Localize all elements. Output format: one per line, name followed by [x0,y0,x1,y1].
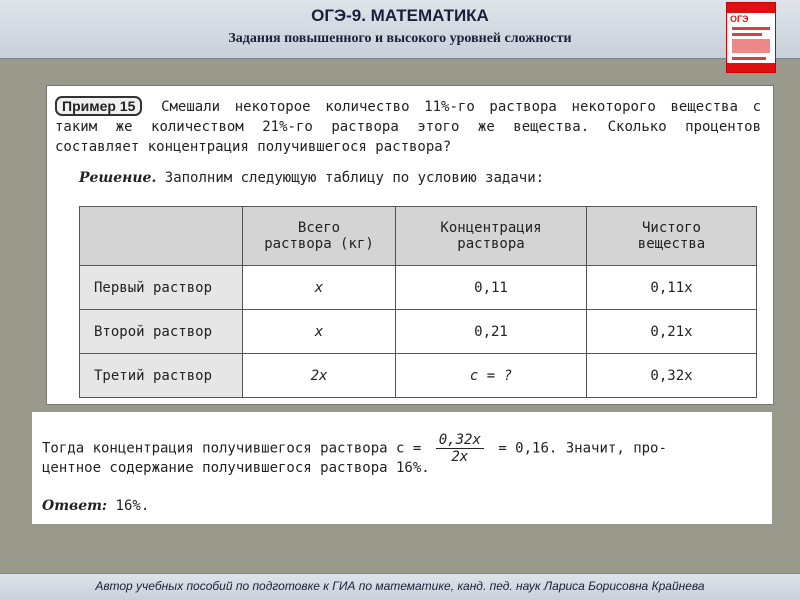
table-cell: 0,21 [396,310,587,354]
solution-line [79,170,544,186]
table-header-cell: Всего раствора (кг) [243,207,396,266]
table-cell: 0,11x [587,266,757,310]
table-header-cell: Чистого вещества [587,207,757,266]
page-title: ОГЭ-9. МАТЕМАТИКА [311,6,489,25]
table-header-cell: Концентрация раствора [396,207,587,266]
table-row [80,354,757,398]
table-header-row [80,207,757,266]
solution-text: Заполним следующую таблицу по условию задачи: [164,170,545,186]
fraction-denominator: 2x [451,449,469,465]
table-row [80,266,757,310]
fraction-numerator: 0,32x [436,432,484,449]
solution-table [79,206,757,398]
problem-text-block [55,96,761,157]
book-cover-label: ОГЭ [730,14,749,24]
solution-label: Решение. [79,170,157,186]
book-cover-image [726,2,776,73]
conclusion-line-2: центное содержание получившегося раствора 16%. [42,460,430,476]
header-bar [0,0,800,59]
table-cell: Первый раствор [80,266,243,310]
table-cell: c = ? [396,354,587,398]
table-cell: Третий раствор [80,354,243,398]
footer-bar [0,573,800,600]
table-row [80,310,757,354]
example-badge: Пример 15 [55,96,142,116]
author-credit: Автор учебных пособий по подготовке к ГИА по математике, канд. пед. наук Лариса Борисовна Крайнева [95,579,705,593]
answer-label: Ответ: [42,498,108,514]
answer-line [42,498,149,514]
table-cell: x [243,310,396,354]
table-cell: x [243,266,396,310]
answer-panel [32,412,772,524]
answer-value: 16%. [115,498,150,514]
conclusion-text-cont: = 0,16. Значит, про- [498,440,667,457]
problem-panel [46,85,774,405]
table-cell: 0,11 [396,266,587,310]
page-subtitle: Задания повышенного и высокого уровней сложности [228,31,572,46]
table-cell: Второй раствор [80,310,243,354]
table-cell: 2x [243,354,396,398]
table-cell: 0,32x [587,354,757,398]
table-cell: 0,21x [587,310,757,354]
table-header-cell [80,207,243,266]
problem-statement: Смешали некоторое количество 11%-го раствора некоторого вещества с таким же количеством 21%-го раствора этого же вещества. Сколько процентов составляет концентрация получившегося раствора? [55,99,761,155]
fraction [436,432,484,465]
conclusion-text: Тогда концентрация получившегося раствора c = [42,440,422,457]
